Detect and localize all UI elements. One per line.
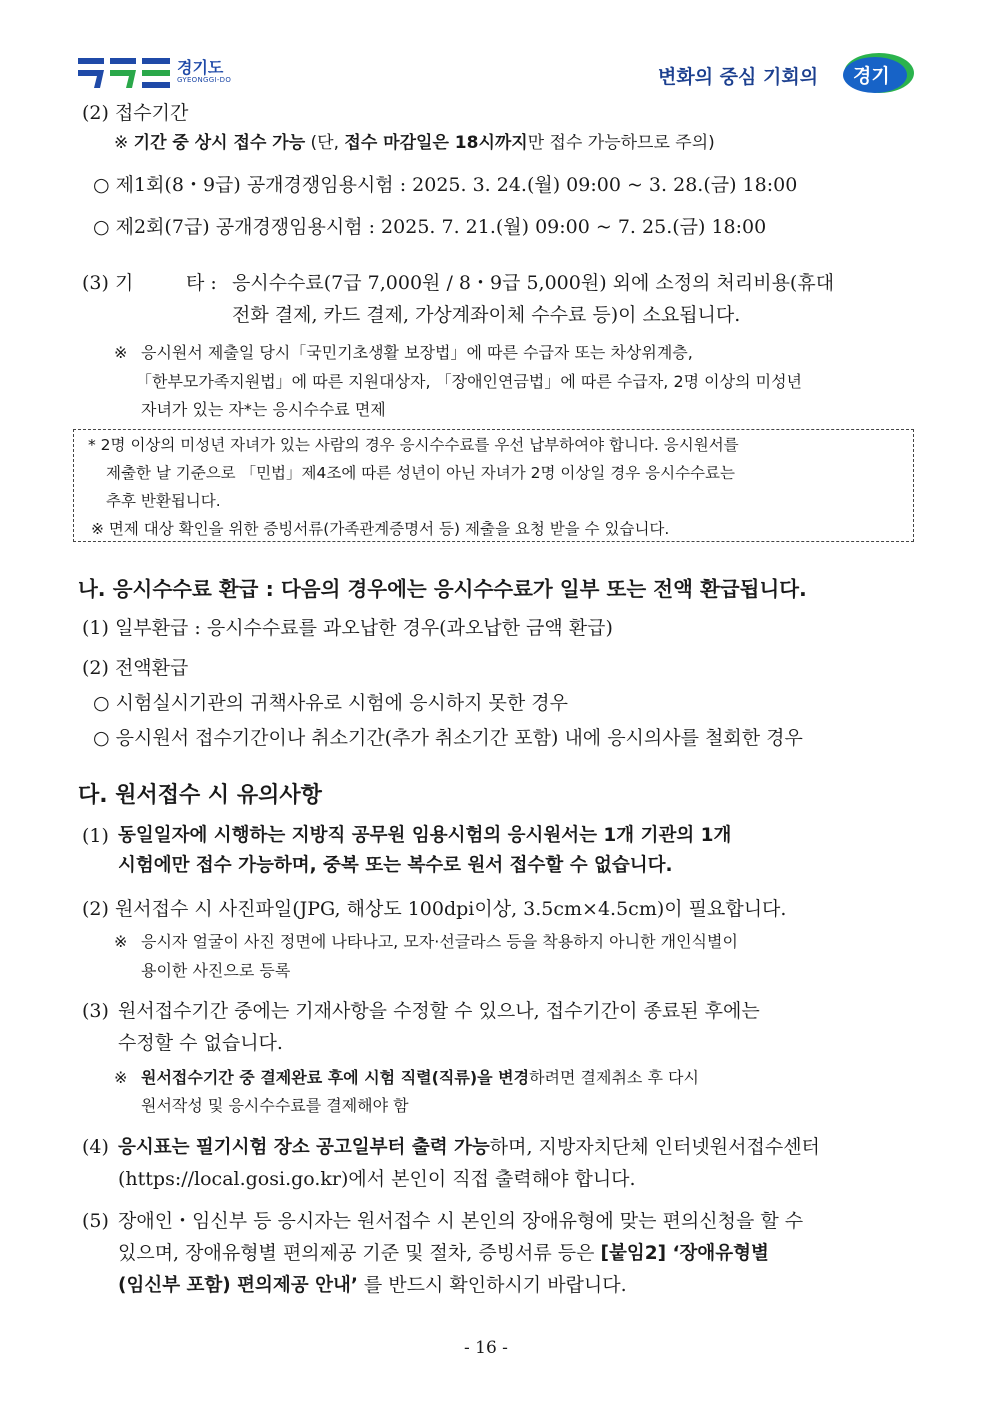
- slogan-text: 변화의 중심 기회의: [658, 66, 819, 88]
- circle-bullet-icon: ○: [93, 216, 110, 238]
- gyeonggi-logo-icon: [78, 58, 170, 88]
- logo-text: 경기도: [177, 58, 224, 77]
- reception-item-text: 제1회(8・9급) 공개경쟁임용시험 : 2025. 3. 24.(월) 09:00 ~ 3. 28.(금) 18:00: [115, 174, 798, 196]
- caution-p1-line-2: 시험에만 접수 가능하며, 중복 또는 복수로 원서 접수할 수 없습니다.: [118, 855, 673, 876]
- reception-item-2: [93, 214, 766, 240]
- reception-label: (2) 접수기간: [82, 102, 189, 124]
- caution-p2: (2) 원서접수 시 사진파일(JPG, 해상도 100dpi이상, 3.5cm×4.5cm)이 필요합니다.: [82, 898, 787, 920]
- caution-p3-note-bold: 원서접수기간 중 결제완료 후에 시험 직렬(직류)을 변경: [141, 1068, 530, 1087]
- refund-item-text: 응시원서 접수기간이나 취소기간(추가 취소기간 포함) 내에 응시의사를 철회한 경우: [115, 727, 803, 749]
- caution-p3-note-end: 하려면 결제취소 후 다시: [529, 1068, 699, 1087]
- caution-p3-line-1: 원서접수기간 중에는 기재사항을 수정할 수 있으나, 접수기간이 종료된 후에는: [118, 1000, 760, 1022]
- refund-item-text: 시험실시기관의 귀책사유로 시험에 응시하지 못한 경우: [115, 692, 568, 714]
- notice-box-line-3: 추후 반환됩니다.: [106, 492, 221, 510]
- circle-bullet-icon: ○: [93, 727, 110, 749]
- caution-p3-note-1: [141, 1066, 699, 1090]
- caution-p3-num: (3): [82, 1000, 109, 1022]
- caution-p5-line-1: 장애인・임신부 등 응시자는 원서접수 시 본인의 장애유형에 맞는 편의신청을 할 수: [118, 1210, 804, 1232]
- refund-item-2: [93, 725, 803, 751]
- etc-note-line-2: 「한부모가족지원법」에 따른 지원대상자, 「장애인연금법」에 따른 수급자, 2명 이상의 미성년: [136, 372, 802, 391]
- caution-p3-note-mark: ※: [114, 1068, 128, 1087]
- caution-p4-num: (4): [82, 1136, 109, 1158]
- slogan-badge: [839, 52, 915, 94]
- note-mark: ※: [114, 133, 129, 153]
- caution-p1-num: (1): [82, 825, 109, 847]
- caution-p4-end: 하며, 지방자치단체 인터넷원서접수센터: [489, 1136, 820, 1158]
- reception-item-1: [93, 172, 797, 198]
- reception-note-mid: (단,: [310, 133, 345, 153]
- notice-box-line-1: * 2명 이상의 미성년 자녀가 있는 사람의 경우 응시수수료를 우선 납부하여야 합니다. 응시원서를: [88, 436, 739, 454]
- caution-p2-note-1: 응시자 얼굴이 사진 정면에 나타나고, 모자·선글라스 등을 착용하지 아니한 개인식별이: [141, 932, 738, 951]
- reception-note-bold2: 접수 마감일은 18시까지: [344, 133, 528, 153]
- reception-note-bold1: 기간 중 상시 접수 가능: [133, 133, 306, 153]
- caution-p5-line-3: [118, 1272, 627, 1299]
- caution-p2-note-2: 용이한 사진으로 등록: [141, 961, 291, 980]
- etc-note-line-3: 자녀가 있는 자*는 응시수수료 면제: [141, 400, 386, 419]
- reception-item-text: 제2회(7급) 공개경쟁임용시험 : 2025. 7. 21.(월) 09:00 ~ 7. 25.(금) 18:00: [115, 216, 767, 238]
- caution-p4-line-2: (https://local.gosi.go.kr)에서 본인이 직접 출력해야 합니다.: [118, 1168, 636, 1190]
- caution-p4-line-1: [118, 1134, 820, 1161]
- logo-subtext: GYEONGGI-DO: [177, 76, 232, 84]
- reception-note: [114, 131, 715, 155]
- caution-p5-line-2b: [붙임2] ‘장애유형별: [600, 1243, 769, 1264]
- refund-partial: (1) 일부환급 : 응시수수료를 과오납한 경우(과오납한 금액 환급): [82, 617, 613, 639]
- reception-note-end: 만 접수 가능하므로 주의): [527, 133, 715, 153]
- caution-p3-note-2: 원서작성 및 응시수수료를 결제해야 함: [141, 1096, 409, 1115]
- notice-box-line-4: ※ 면제 대상 확인을 위한 증빙서류(가족관계증명서 등) 제출을 요청 받을 수 있습니다.: [91, 520, 670, 538]
- page-number: - 16 -: [464, 1338, 508, 1358]
- etc-note-mark: ※: [114, 343, 128, 362]
- etc-line-2: 전화 결제, 카드 결제, 가상계좌이체 수수료 등)이 소요됩니다.: [232, 304, 741, 326]
- refund-heading: 나. 응시수수료 환급 : 다음의 경우에는 응시수수료가 일부 또는 전액 환급됩니다.: [78, 577, 807, 601]
- caution-p5-line-3b: 를 반드시 확인하시기 바랍니다.: [357, 1274, 627, 1296]
- caution-p5-num: (5): [82, 1210, 109, 1232]
- circle-bullet-icon: ○: [93, 174, 110, 196]
- caution-p3-line-2: 수정할 수 없습니다.: [118, 1032, 283, 1054]
- etc-label: (3) 기: [82, 272, 134, 294]
- caution-p1-line-1: 동일일자에 시행하는 지방직 공무원 임용시험의 응시원서는 1개 기관의 1개: [118, 825, 732, 846]
- refund-item-1: [93, 690, 568, 716]
- refund-full: (2) 전액환급: [82, 657, 189, 679]
- caution-p5-line-3a: (임신부 포함) 편의제공 안내’: [118, 1275, 358, 1296]
- caution-heading: 다. 원서접수 시 유의사항: [78, 783, 322, 808]
- etc-label-2: 타 :: [186, 272, 217, 294]
- caution-p5-line-2: [118, 1240, 769, 1267]
- caution-p5-line-2a: 있으며, 장애유형별 편의제공 기준 및 절차, 증빙서류 등은: [118, 1242, 601, 1264]
- etc-note-line-1: 응시원서 제출일 당시「국민기초생활 보장법」에 따른 수급자 또는 차상위계층,: [141, 343, 693, 362]
- caution-p4-bold: 응시표는 필기시험 장소 공고일부터 출력 가능: [118, 1137, 490, 1158]
- slogan-badge-text: 경기: [853, 65, 890, 87]
- notice-box-line-2: 제출한 날 기준으로 「민법」제4조에 따른 성년이 아닌 자녀가 2명 이상일 경우 응시수수료는: [106, 464, 735, 482]
- etc-line-1: 응시수수료(7급 7,000원 / 8・9급 5,000원) 외에 소정의 처리비용(휴대: [232, 272, 835, 294]
- caution-p2-note-mark: ※: [114, 932, 128, 951]
- circle-bullet-icon: ○: [93, 692, 110, 714]
